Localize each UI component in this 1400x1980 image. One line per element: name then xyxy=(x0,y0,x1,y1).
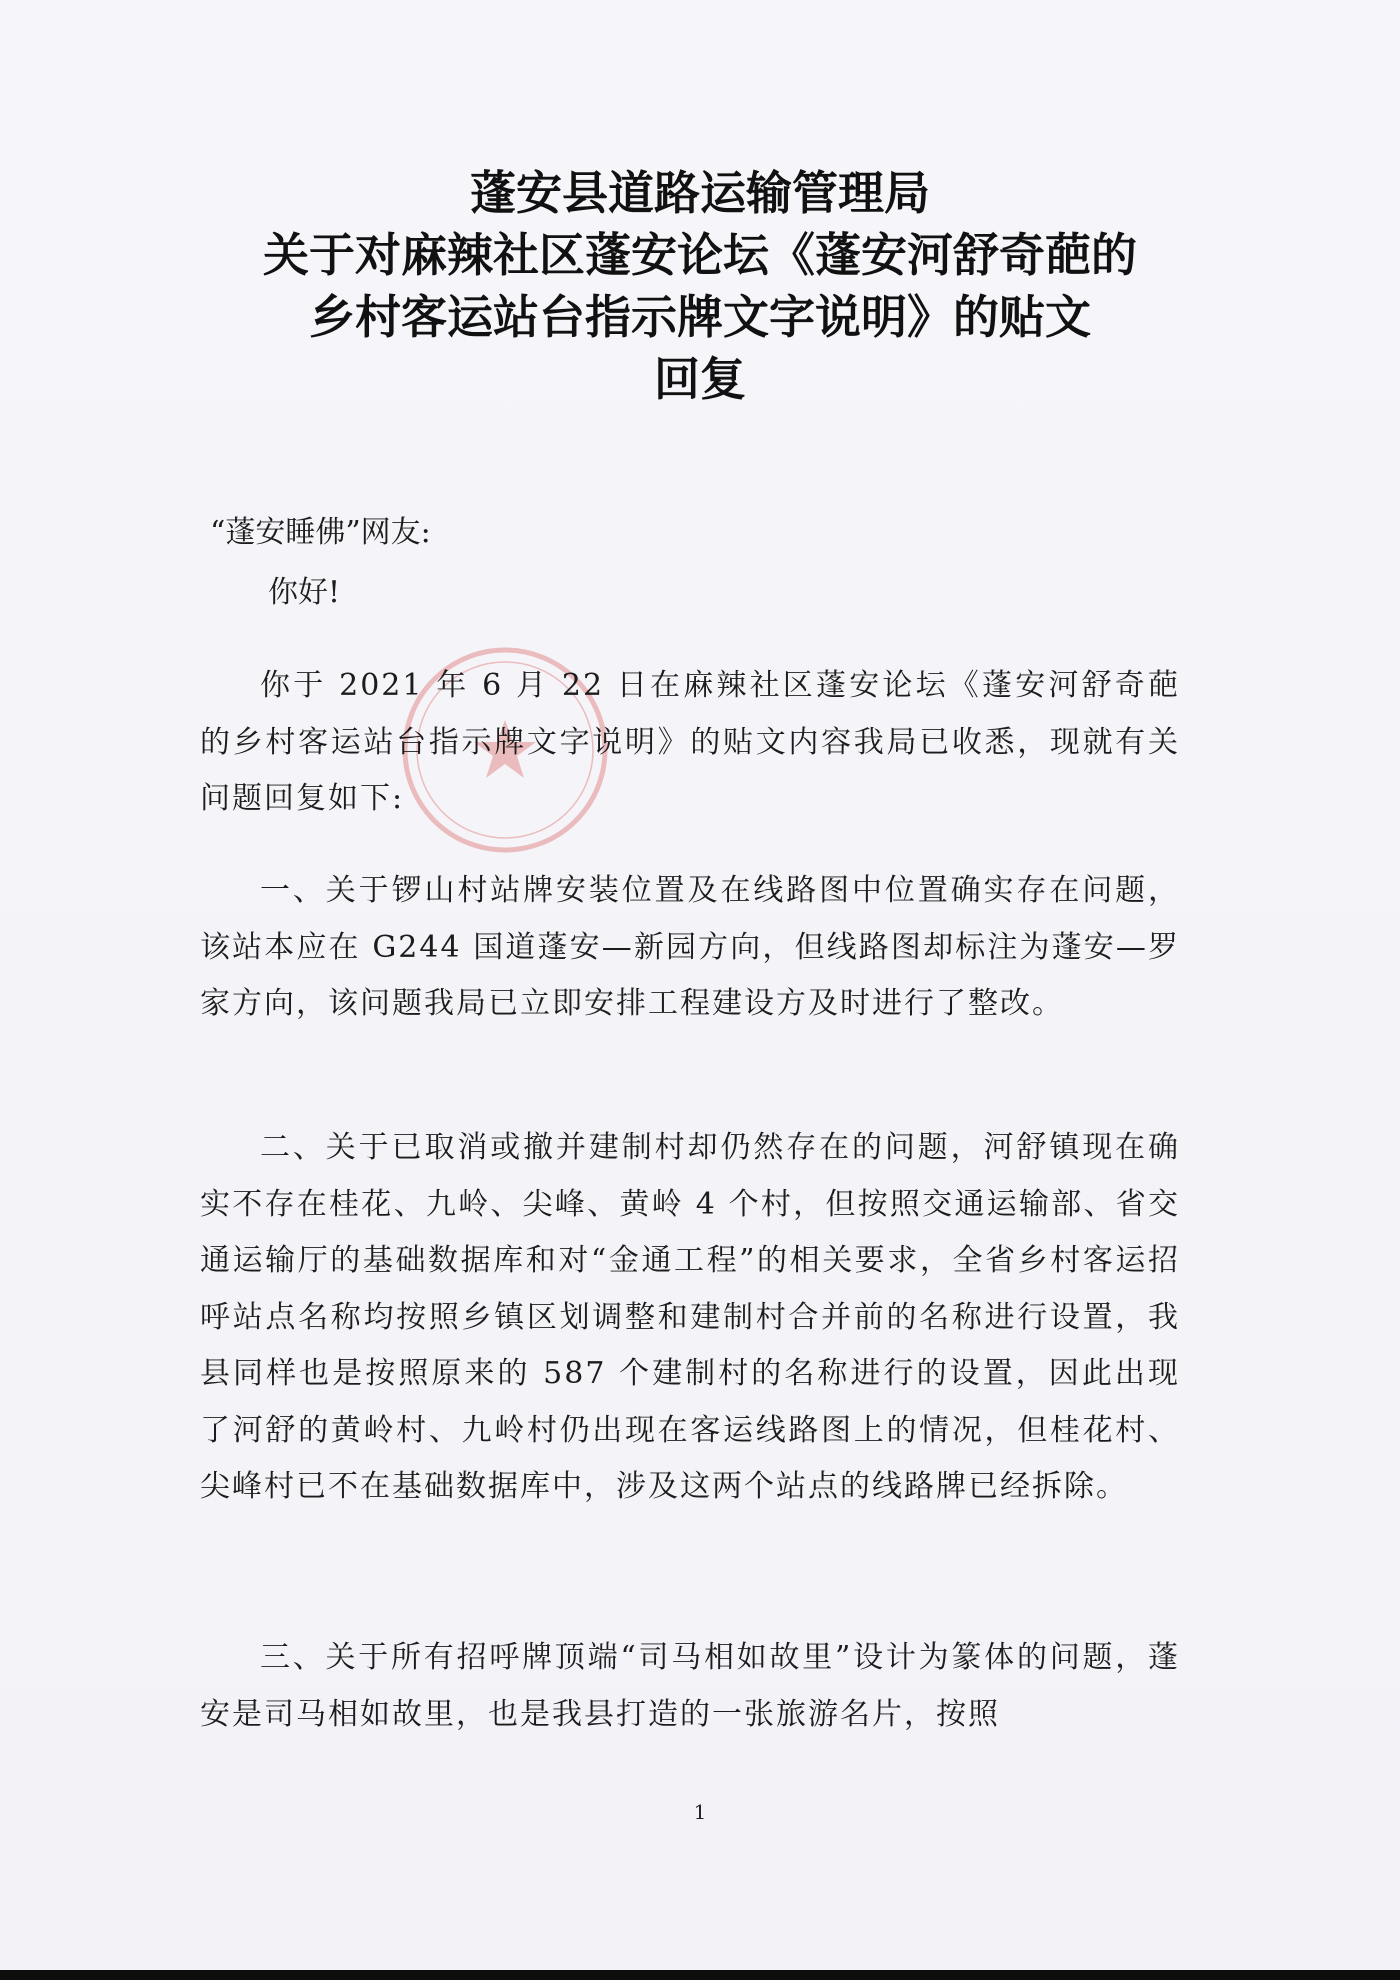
title-line-2: 关于对麻辣社区蓬安论坛《蓬安河舒奇葩的 xyxy=(263,228,1137,282)
scan-bottom-edge xyxy=(0,1970,1400,1980)
title-line-3: 乡村客运站台指示牌文字说明》的贴文 xyxy=(309,290,1091,344)
body-paragraph-intro: 你于 2021 年 6 月 22 日在麻辣社区蓬安论坛《蓬安河舒奇葩的乡村客运站台指示牌文字说明》的贴文内容我局已收悉，现就有关问题回复如下: xyxy=(200,668,1180,816)
title-line-1: 蓬安县道路运输管理局 xyxy=(470,166,930,220)
title-line-4: 回复 xyxy=(654,352,746,406)
salutation: “蓬安睡佛”网友: xyxy=(210,515,431,550)
page-number: 1 xyxy=(693,1800,707,1824)
body-paragraph-item-2: 二、关于已取消或撤并建制村却仍然存在的问题，河舒镇现在确实不存在桂花、九岭、尖峰、黄岭 4 个村，但按照交通运输部、省交通运输厅的基础数据库和对“金通工程”的相关要求，全省乡村客运招呼站点名称均按照乡镇区划调整和建制村合并前的名称进行设置，我县同样也是按照原来的 587 个建制村的名称进行的设置，因此出现了河舒的黄岭村、九岭村仍出现在客运线路图上的情况，但桂花村、尖峰村已不在基础数据库中，涉及这两个站点的线路牌已经拆除。 xyxy=(200,1130,1180,1504)
body-paragraph-item-3: 三、关于所有招呼牌顶端“司马相如故里”设计为篆体的问题，蓬安是司马相如故里，也是我县打造的一张旅游名片，按照 xyxy=(200,1640,1180,1732)
document-title xyxy=(150,162,1250,410)
greeting: 你好! xyxy=(268,575,341,610)
body-paragraph-item-1: 一、关于锣山村站牌安装位置及在线路图中位置确实存在问题，该站本应在 G244 国道蓬安—新园方向，但线路图却标注为蓬安—罗家方向，该问题我局已立即安排工程建设方及时进行了整改。 xyxy=(200,873,1180,1021)
